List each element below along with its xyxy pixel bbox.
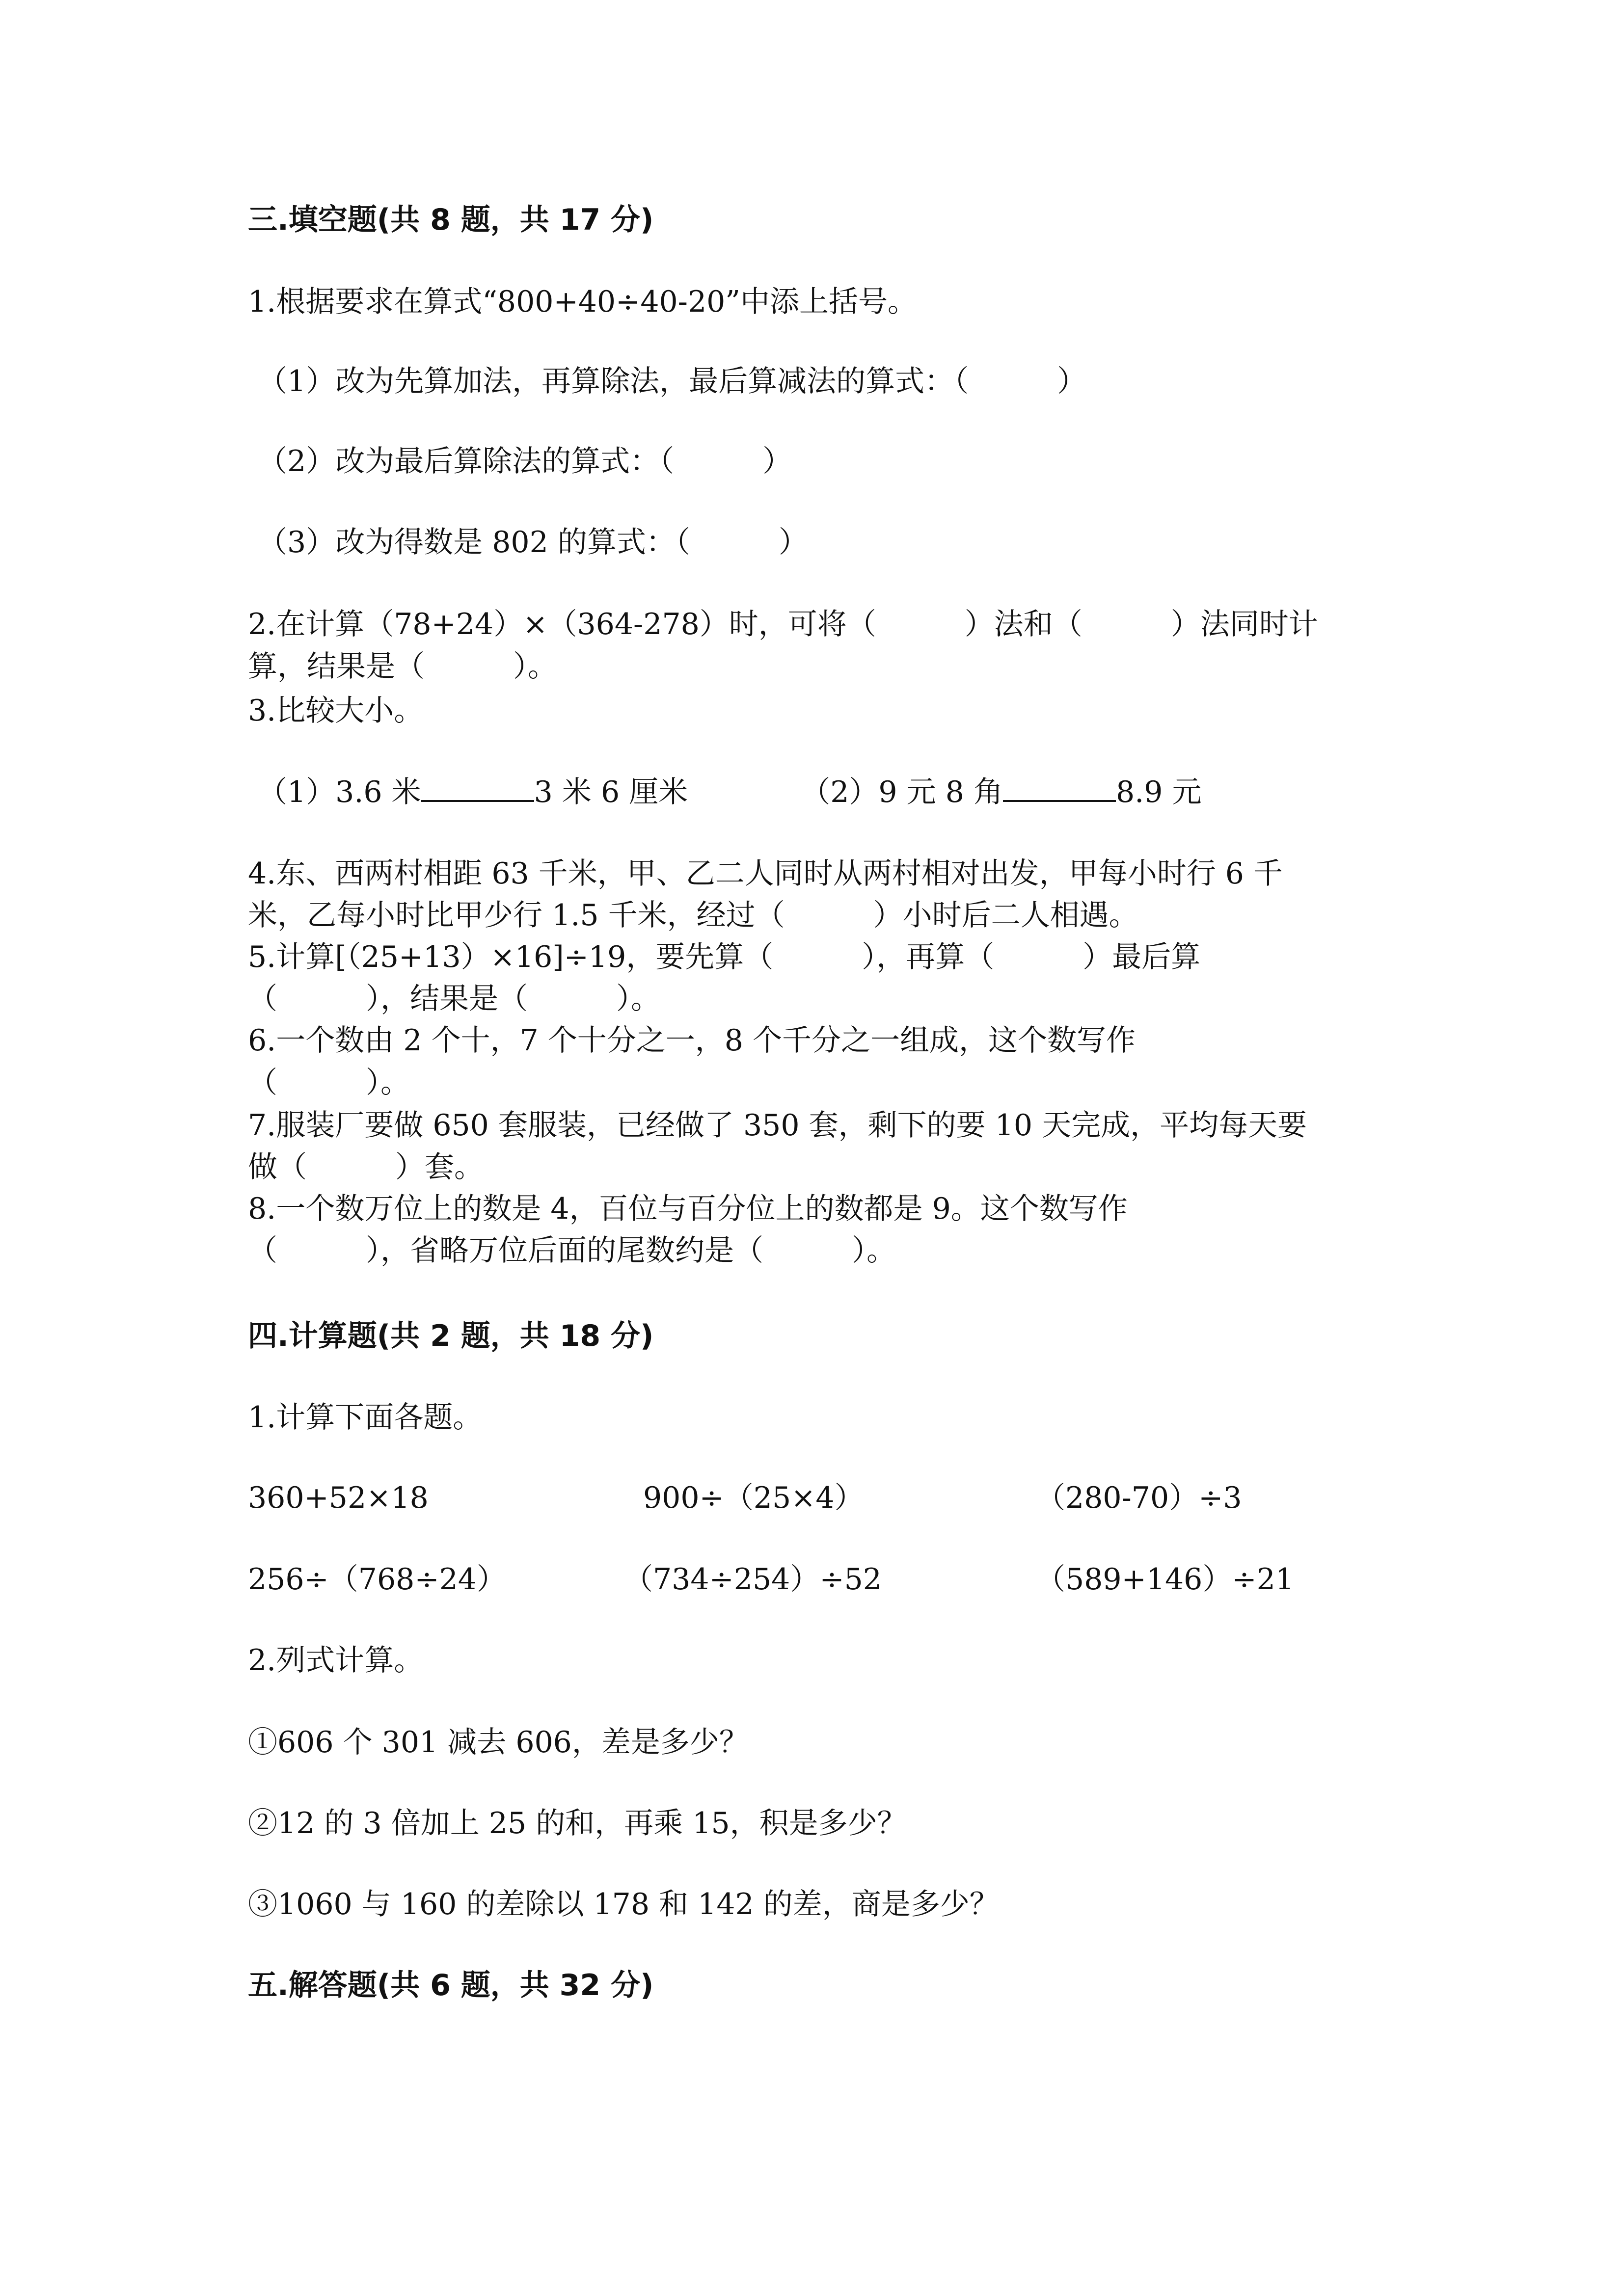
q3-1-part-1: （1）改为先算加法，再算除法，最后算减法的算式：（ ） (258, 364, 1087, 399)
q3-5-line-2: （ ），结果是（ ）。 (248, 982, 660, 1016)
calc-item: （734÷254）÷52 (623, 1562, 882, 1597)
q3-7-line-1: 7.服装厂要做 650 套服装，已经做了 350 套，剩下的要 10 天完成，平均每天要 (248, 1108, 1307, 1143)
compare-b-right: 8.9 元 (1116, 775, 1202, 809)
section-3-title: 三.填空题(共 8 题，共 17 分) (248, 203, 654, 237)
q3-8-line-1: 8.一个数万位上的数是 4，百位与百分位上的数都是 9。这个数写作 (248, 1192, 1128, 1226)
section-4-title: 四.计算题(共 2 题，共 18 分) (248, 1319, 654, 1353)
q4-1-stem: 1.计算下面各题。 (248, 1400, 483, 1435)
compare-a-left: （1）3.6 米 (258, 775, 421, 809)
calc-item: 256÷（768÷24） (248, 1562, 506, 1597)
q4-2-stem: 2.列式计算。 (248, 1643, 424, 1678)
calc-item: 900÷（25×4） (643, 1481, 864, 1515)
q3-2-line-1: 2.在计算（78+24）×（364-278）时，可将（ ）法和（ ）法同时计 (248, 607, 1318, 641)
compare-b-blank (1003, 772, 1116, 802)
calc-item: （589+146）÷21 (1036, 1562, 1294, 1597)
q3-1-stem: 1.根据要求在算式“800+40÷40-20”中添上括号。 (248, 285, 917, 319)
q3-1-part-3: （3）改为得数是 802 的算式：（ ） (258, 525, 808, 560)
q3-2-line-2: 算，结果是（ ）。 (248, 649, 557, 684)
q3-5-line-1: 5.计算[（25+13）×16]÷19，要先算（ ），再算（ ）最后算 (248, 940, 1201, 974)
q3-4-line-2: 米，乙每小时比甲少行 1.5 千米，经过（ ）小时后二人相遇。 (248, 898, 1138, 933)
q3-6-line-1: 6.一个数由 2 个十，7 个十分之一，8 个千分之一组成，这个数写作 (248, 1023, 1136, 1058)
q4-2-item-c: ③1060 与 160 的差除以 178 和 142 的差，商是多少？ (248, 1887, 999, 1922)
compare-a-right: 3 米 6 厘米 (534, 775, 688, 809)
q3-6-line-2: （ ）。 (248, 1066, 410, 1100)
calc-item: 360+52×18 (248, 1481, 429, 1515)
q4-2-item-a: ①606 个 301 减去 606，差是多少？ (248, 1725, 749, 1760)
section-5-title: 五.解答题(共 6 题，共 32 分) (248, 1968, 654, 2002)
q3-4-line-1: 4.东、西两村相距 63 千米，甲、乙二人同时从两村相对出发，甲每小时行 6 千 (248, 856, 1283, 891)
q3-8-line-2: （ ），省略万位后面的尾数约是（ ）。 (248, 1233, 896, 1268)
calc-item: （280-70）÷3 (1036, 1481, 1242, 1515)
q3-3-compare-row (258, 772, 1202, 811)
q3-7-line-2: 做（ ）套。 (248, 1150, 484, 1184)
q3-1-part-2: （2）改为最后算除法的算式：（ ） (258, 444, 792, 479)
q3-3-stem: 3.比较大小。 (248, 694, 424, 728)
compare-a-blank (421, 772, 534, 802)
compare-b-left: （2）9 元 8 角 (801, 775, 1003, 809)
q4-2-item-b: ②12 的 3 倍加上 25 的和，再乘 15，积是多少？ (248, 1806, 907, 1841)
